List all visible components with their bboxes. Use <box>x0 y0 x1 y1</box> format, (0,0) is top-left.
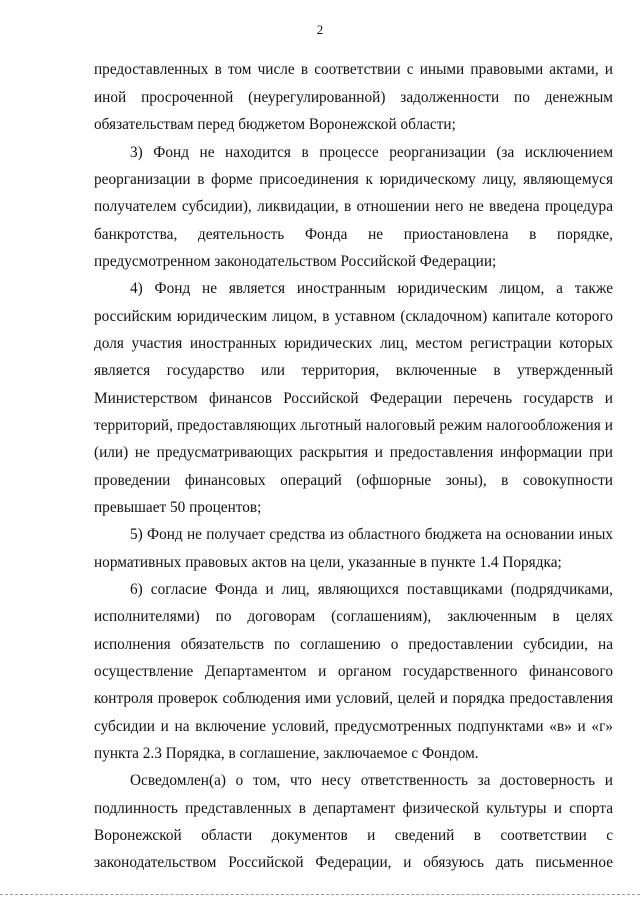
text-line: осуществление Департаментом и органом государственного финансового <box>94 663 613 680</box>
text-line: Министерством финансов Российской Федерации перечень государств и <box>94 390 613 407</box>
text-line: исполнителями) по договорам (соглашениям), заключенным в целях <box>94 608 613 625</box>
text-line: 6) согласие Фонда и лиц, являющихся поставщиками (подрядчиками, <box>130 581 613 598</box>
text-line: предусмотренном законодательством Российской Федерации; <box>94 253 497 270</box>
text-line: 3) Фонд не находится в процессе реорганизации (за исключением <box>130 144 613 161</box>
text-line: подлинность представленных в департамент физической культуры и спорта <box>94 800 613 817</box>
text-line: 4) Фонд не является иностранным юридическим лицом, а также <box>130 280 613 297</box>
text-line: является государство или территория, включенные в утвержденный <box>94 362 613 379</box>
text-line: превышает 50 процентов; <box>94 499 262 516</box>
text-line: обязательствам перед бюджетом Воронежской области; <box>94 116 456 133</box>
text-line: пункта 2.3 Порядка, в соглашение, заключаемое с Фондом. <box>94 745 479 762</box>
text-line: (или) не предусматривающих раскрытия и предоставления информации при <box>94 444 613 461</box>
text-line: доля участия иностранных юридических лиц, местом регистрации которых <box>94 335 613 352</box>
text-line: реорганизации в форме присоединения к юридическому лицу, являющемуся <box>94 171 613 188</box>
text-line: территорий, предоставляющих льготный налоговый режим налогообложения и <box>94 417 613 434</box>
text-line: исполнения обязательств по соглашению о предоставлении субсидии, на <box>94 636 613 653</box>
text-line: нормативных правовых актов на цели, указанные в пункте 1.4 Порядка; <box>94 554 562 571</box>
footer-rule <box>0 894 640 895</box>
text-line: банкротства, деятельность Фонда не приостановлена в порядке, <box>94 226 613 243</box>
text-line: контроля проверок соблюдения ими условий, целей и порядка предоставления <box>94 690 613 707</box>
text-line: российским юридическим лицом, в уставном (складочном) капитале которого <box>94 308 613 325</box>
text-line: иной просроченной (неурегулированной) задолженности по денежным <box>94 89 613 106</box>
text-line: предоставленных в том числе в соответствии с иными правовыми актами, и <box>94 61 613 78</box>
text-line: проведении финансовых операций (офшорные зоны), в совокупности <box>94 472 613 489</box>
page-number: 2 <box>316 22 324 37</box>
text-line: получателем субсидии), ликвидации, в отношении него не введена процедура <box>94 198 613 215</box>
text-line: субсидии и на включение условий, предусмотренных подпунктами «в» и «г» <box>94 718 613 735</box>
text-line: законодательством Российской Федерации, и обязуюсь дать письменное <box>94 854 613 871</box>
text-line: Осведомлен(а) о том, что несу ответственность за достоверность и <box>130 772 613 789</box>
text-line: Воронежской области документов и сведений в соответствии с <box>94 827 613 844</box>
text-line: 5) Фонд не получает средства из областного бюджета на основании иных <box>130 526 613 543</box>
